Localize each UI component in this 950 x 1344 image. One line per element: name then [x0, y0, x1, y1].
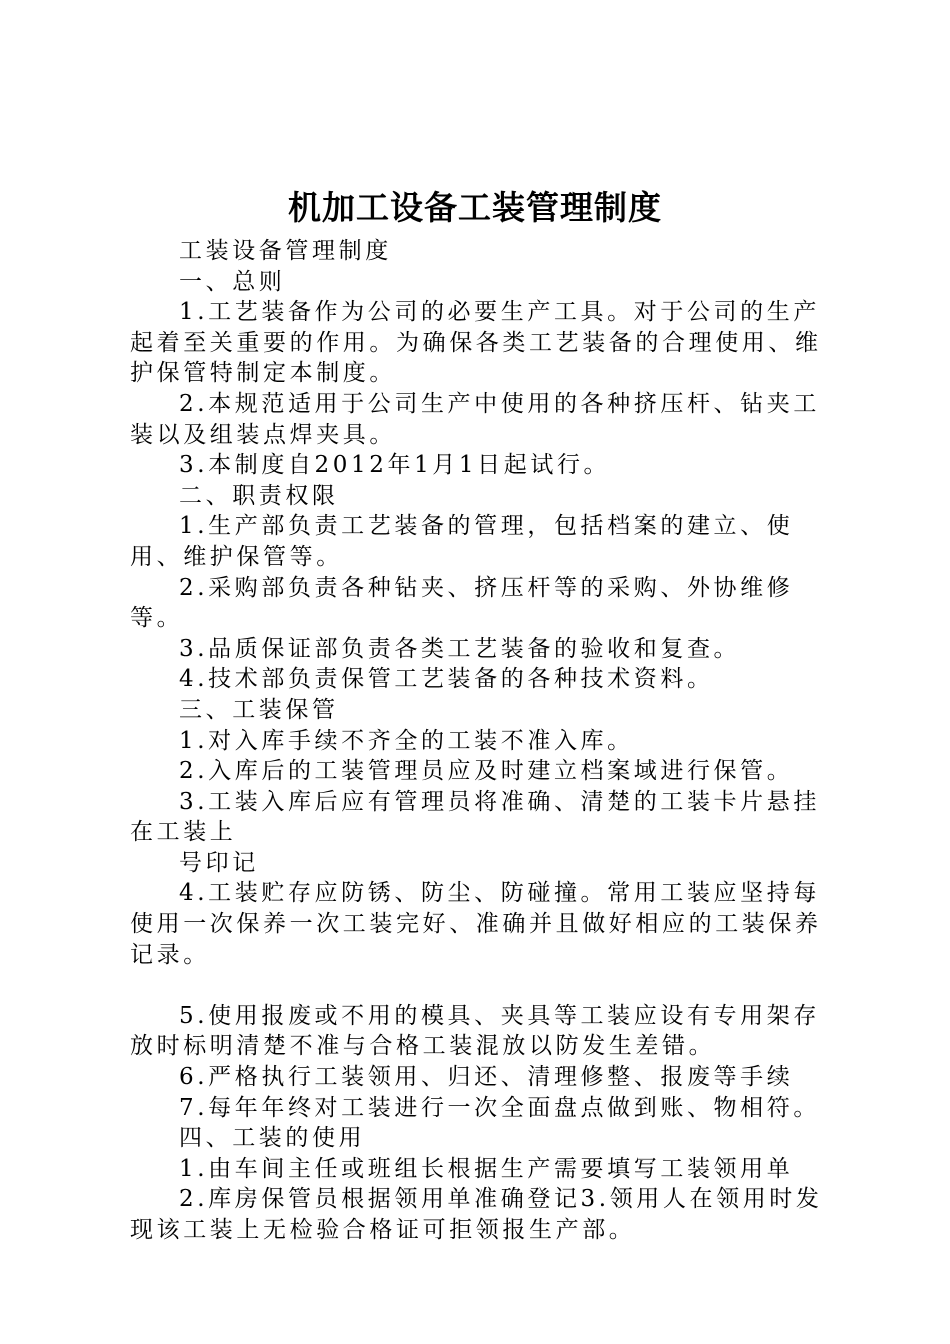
section-heading-general: 一、总则	[179, 268, 286, 295]
section-heading-responsibilities: 二、职责权限	[179, 482, 339, 509]
paragraph: 号印记	[179, 849, 259, 876]
section-heading-storage: 三、工装保管	[179, 696, 339, 723]
document-body	[130, 236, 842, 1246]
document-title: 机加工设备工装管理制度	[288, 188, 662, 227]
paragraph: 2.本规范适用于公司生产中使用的各种挤压杆、钻夹工装以及组装点焊夹具。	[130, 390, 820, 448]
paragraph: 2.采购部负责各种钻夹、挤压杆等的采购、外协维修等。	[130, 574, 794, 632]
section-heading-usage: 四、工装的使用	[179, 1125, 366, 1152]
paragraph: 4.技术部负责保管工艺装备的各种技术资料。	[179, 666, 714, 693]
paragraph: 2.入库后的工装管理员应及时建立档案域进行保管。	[179, 758, 794, 785]
paragraph: 1.工艺装备作为公司的必要生产工具。对于公司的生产起着至关重要的作用。为确保各类工艺装备的合理使用、维护保管特制定本制度。	[130, 299, 822, 387]
paragraph-heading: 工装设备管理制度	[179, 238, 392, 264]
paragraph: 5.使用报废或不用的模具、夹具等工装应设有专用架存放时标明清楚不准与合格工装混放以防发生差错。	[130, 1002, 820, 1060]
paragraph: 3.品质保证部负责各类工艺装备的验收和复查。	[179, 635, 741, 662]
blank-line	[130, 970, 842, 1001]
paragraph: 2.库房保管员根据领用单准确登记3.领用人在领用时发现该工装上无检验合格证可拒领报生产部。	[130, 1186, 823, 1243]
paragraph: 1.由车间主任或班组长根据生产需要填写工装领用单	[179, 1155, 794, 1182]
paragraph: 4.工装贮存应防锈、防尘、防碰撞。常用工装应坚持每使用一次保养一次工装完好、准确并且做好相应的工装保养记录。	[130, 880, 822, 968]
paragraph: 7.每年年终对工装进行一次全面盘点做到账、物相符。	[179, 1094, 820, 1121]
paragraph: 1.对入库手续不齐全的工装不准入库。	[179, 727, 634, 754]
paragraph: 3.工装入库后应有管理员将准确、清楚的工装卡片悬挂在工装上	[130, 788, 820, 846]
paragraph: 1.生产部负责工艺装备的管理，包括档案的建立、使用、维护保管等。	[130, 513, 794, 570]
paragraph: 6.严格执行工装领用、归还、清理修整、报废等手续	[179, 1064, 794, 1091]
paragraph: 3.本制度自2012年1月1日起试行。	[179, 452, 611, 479]
